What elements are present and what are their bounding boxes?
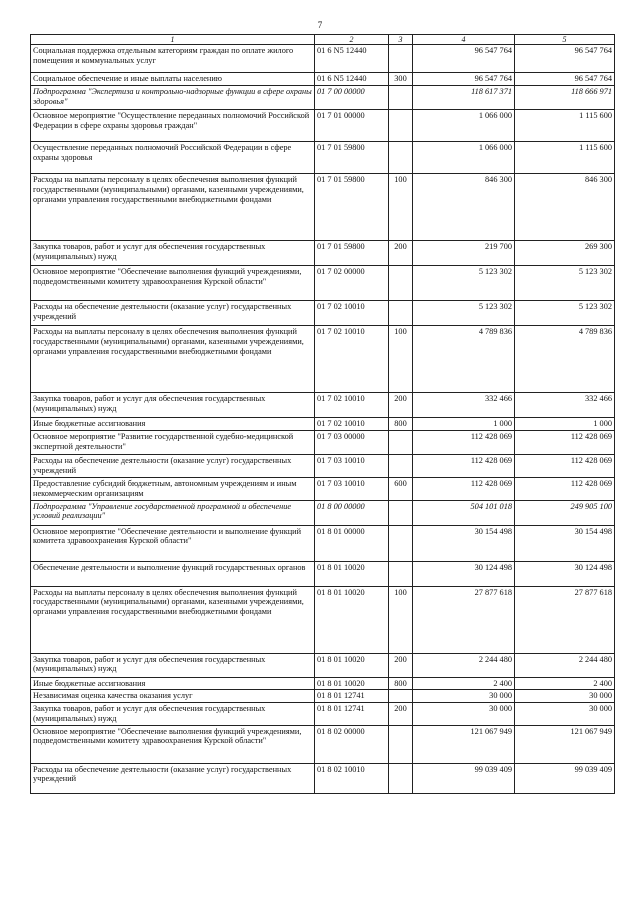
header-cell: 3 xyxy=(389,35,413,45)
row-value-2-cell: 121 067 949 xyxy=(515,725,615,763)
table-row xyxy=(31,45,615,73)
row-name-cell: Основное мероприятие "Обеспечение выполнения функций учреждениями, подведомственными комитету здравоохранения Курской области" xyxy=(31,725,315,763)
row-name-cell: Иные бюджетные ассигнования xyxy=(31,418,315,431)
row-type-cell: 100 xyxy=(389,174,413,241)
row-type-cell xyxy=(389,455,413,478)
row-name-cell: Основное мероприятие "Обеспечение деятельности и выполнение функций комитета здравоохранения Курской области" xyxy=(31,525,315,561)
header-cell: 5 xyxy=(515,35,615,45)
row-value-1-cell: 112 428 069 xyxy=(413,431,515,455)
row-value-2-cell: 249 905 100 xyxy=(515,500,615,525)
row-name-cell: Закупка товаров, работ и услуг для обеспечения государственных (муниципальных) нужд xyxy=(31,703,315,726)
table-row xyxy=(31,418,615,431)
row-value-1-cell: 121 067 949 xyxy=(413,725,515,763)
table-row xyxy=(31,301,615,326)
row-code-cell: 01 7 02 10010 xyxy=(315,326,389,393)
header-cell: 1 xyxy=(31,35,315,45)
row-code-cell: 01 7 03 10010 xyxy=(315,478,389,501)
row-value-2-cell: 2 244 480 xyxy=(515,653,615,677)
table-row xyxy=(31,393,615,418)
row-value-2-cell: 30 124 498 xyxy=(515,561,615,586)
row-value-2-cell: 112 428 069 xyxy=(515,431,615,455)
row-name-cell: Обеспечение деятельности и выполнение функций государственных органов xyxy=(31,561,315,586)
row-value-1-cell: 5 123 302 xyxy=(413,301,515,326)
row-value-1-cell: 219 700 xyxy=(413,241,515,266)
row-value-1-cell: 1 066 000 xyxy=(413,142,515,174)
row-value-2-cell: 1 115 600 xyxy=(515,142,615,174)
row-name-cell: Предоставление субсидий бюджетным, автономным учреждениям и иным некоммерческим организациям xyxy=(31,478,315,501)
table-row xyxy=(31,690,615,703)
row-code-cell: 01 7 03 00000 xyxy=(315,431,389,455)
row-name-cell: Социальная поддержка отдельным категориям граждан по оплате жилого помещения и коммунальных услуг xyxy=(31,45,315,73)
row-name-cell: Закупка товаров, работ и услуг для обеспечения государственных (муниципальных) нужд xyxy=(31,241,315,266)
row-value-2-cell: 112 428 069 xyxy=(515,478,615,501)
table-row xyxy=(31,73,615,86)
row-code-cell: 01 8 01 10020 xyxy=(315,586,389,653)
table-row xyxy=(31,586,615,653)
table-row xyxy=(31,455,615,478)
row-name-cell: Расходы на выплаты персоналу в целях обеспечения выполнения функций государственными (муниципальными) органами, казенными учреждениями, органами управления государственными внебюджетными фондами xyxy=(31,586,315,653)
row-value-1-cell: 332 466 xyxy=(413,393,515,418)
row-type-cell: 100 xyxy=(389,326,413,393)
row-type-cell xyxy=(389,500,413,525)
row-value-1-cell: 96 547 764 xyxy=(413,45,515,73)
row-value-1-cell: 27 877 618 xyxy=(413,586,515,653)
row-name-cell: Расходы на выплаты персоналу в целях обеспечения выполнения функций государственными (муниципальными) органами, казенными учреждениями, органами управления государственными внебюджетными фондами xyxy=(31,174,315,241)
header-cell: 2 xyxy=(315,35,389,45)
table-row xyxy=(31,174,615,241)
row-type-cell: 200 xyxy=(389,241,413,266)
row-name-cell: Закупка товаров, работ и услуг для обеспечения государственных (муниципальных) нужд xyxy=(31,653,315,677)
header-cell: 4 xyxy=(413,35,515,45)
row-name-cell: Осуществление переданных полномочий Российской Федерации в сфере охраны здоровья xyxy=(31,142,315,174)
row-type-cell xyxy=(389,525,413,561)
row-type-cell xyxy=(389,763,413,793)
row-code-cell: 01 6 N5 12440 xyxy=(315,73,389,86)
table-header-row xyxy=(31,35,615,45)
row-value-1-cell: 846 300 xyxy=(413,174,515,241)
row-code-cell: 01 7 01 00000 xyxy=(315,110,389,142)
row-type-cell: 200 xyxy=(389,703,413,726)
row-type-cell xyxy=(389,725,413,763)
row-value-2-cell: 4 789 836 xyxy=(515,326,615,393)
row-type-cell xyxy=(389,431,413,455)
row-type-cell xyxy=(389,561,413,586)
row-name-cell: Расходы на выплаты персоналу в целях обеспечения выполнения функций государственными (муниципальными) органами, казенными учреждениями, органами управления государственными внебюджетными фондами xyxy=(31,326,315,393)
row-code-cell: 01 6 N5 12440 xyxy=(315,45,389,73)
table-row xyxy=(31,326,615,393)
table-row xyxy=(31,86,615,110)
row-name-cell: Независимая оценка качества оказания услуг xyxy=(31,690,315,703)
row-type-cell xyxy=(389,266,413,301)
row-value-2-cell: 1 000 xyxy=(515,418,615,431)
row-value-1-cell: 30 000 xyxy=(413,690,515,703)
row-type-cell xyxy=(389,690,413,703)
row-value-1-cell: 1 066 000 xyxy=(413,110,515,142)
table-row xyxy=(31,142,615,174)
row-name-cell: Расходы на обеспечение деятельности (оказание услуг) государственных учреждений xyxy=(31,763,315,793)
table-row xyxy=(31,478,615,501)
row-value-1-cell: 5 123 302 xyxy=(413,266,515,301)
row-value-2-cell: 2 400 xyxy=(515,677,615,690)
table-row xyxy=(31,763,615,793)
table-row xyxy=(31,653,615,677)
row-value-2-cell: 30 000 xyxy=(515,690,615,703)
row-value-1-cell: 504 101 018 xyxy=(413,500,515,525)
row-value-2-cell: 1 115 600 xyxy=(515,110,615,142)
row-type-cell xyxy=(389,86,413,110)
row-value-2-cell: 112 428 069 xyxy=(515,455,615,478)
table-row xyxy=(31,703,615,726)
row-type-cell: 300 xyxy=(389,73,413,86)
row-type-cell xyxy=(389,110,413,142)
row-code-cell: 01 8 00 00000 xyxy=(315,500,389,525)
row-code-cell: 01 7 03 10010 xyxy=(315,455,389,478)
budget-table xyxy=(30,34,615,794)
row-type-cell xyxy=(389,45,413,73)
row-code-cell: 01 7 01 59800 xyxy=(315,142,389,174)
row-type-cell: 200 xyxy=(389,653,413,677)
row-code-cell: 01 7 02 10010 xyxy=(315,393,389,418)
row-value-2-cell: 5 123 302 xyxy=(515,266,615,301)
row-value-1-cell: 112 428 069 xyxy=(413,478,515,501)
table-row xyxy=(31,241,615,266)
table-row xyxy=(31,725,615,763)
row-code-cell: 01 8 02 00000 xyxy=(315,725,389,763)
row-type-cell xyxy=(389,142,413,174)
row-code-cell: 01 7 02 10010 xyxy=(315,418,389,431)
table-row xyxy=(31,431,615,455)
row-code-cell: 01 8 01 10020 xyxy=(315,653,389,677)
row-code-cell: 01 8 01 10020 xyxy=(315,561,389,586)
table-row xyxy=(31,500,615,525)
row-value-1-cell: 30 000 xyxy=(413,703,515,726)
table-row xyxy=(31,266,615,301)
row-type-cell: 200 xyxy=(389,393,413,418)
row-name-cell: Расходы на обеспечение деятельности (оказание услуг) государственных учреждений xyxy=(31,455,315,478)
row-code-cell: 01 8 01 12741 xyxy=(315,703,389,726)
row-value-2-cell: 96 547 764 xyxy=(515,73,615,86)
row-value-2-cell: 30 154 498 xyxy=(515,525,615,561)
row-value-2-cell: 118 666 971 xyxy=(515,86,615,110)
row-name-cell: Иные бюджетные ассигнования xyxy=(31,677,315,690)
table-row xyxy=(31,110,615,142)
page-number: 7 xyxy=(317,20,323,30)
row-name-cell: Основное мероприятие "Осуществление переданных полномочий Российской Федерации в сфере охраны здоровья граждан" xyxy=(31,110,315,142)
row-value-1-cell: 2 244 480 xyxy=(413,653,515,677)
row-value-2-cell: 30 000 xyxy=(515,703,615,726)
row-code-cell: 01 8 01 00000 xyxy=(315,525,389,561)
row-name-cell: Расходы на обеспечение деятельности (оказание услуг) государственных учреждений xyxy=(31,301,315,326)
row-type-cell: 600 xyxy=(389,478,413,501)
table-row xyxy=(31,677,615,690)
row-value-1-cell: 112 428 069 xyxy=(413,455,515,478)
row-name-cell: Подпрограмма "Управление государственной программой и обеспечение условий реализации" xyxy=(31,500,315,525)
row-code-cell: 01 7 02 00000 xyxy=(315,266,389,301)
row-value-2-cell: 332 466 xyxy=(515,393,615,418)
row-value-2-cell: 27 877 618 xyxy=(515,586,615,653)
row-type-cell: 800 xyxy=(389,418,413,431)
row-name-cell: Социальное обеспечение и иные выплаты населению xyxy=(31,73,315,86)
table-row xyxy=(31,561,615,586)
row-value-1-cell: 99 039 409 xyxy=(413,763,515,793)
row-value-2-cell: 846 300 xyxy=(515,174,615,241)
row-code-cell: 01 7 02 10010 xyxy=(315,301,389,326)
table-row xyxy=(31,525,615,561)
row-name-cell: Закупка товаров, работ и услуг для обеспечения государственных (муниципальных) нужд xyxy=(31,393,315,418)
row-code-cell: 01 8 01 10020 xyxy=(315,677,389,690)
row-value-2-cell: 99 039 409 xyxy=(515,763,615,793)
row-name-cell: Основное мероприятие "Обеспечение выполнения функций учреждениями, подведомственными комитету здравоохранения Курской области" xyxy=(31,266,315,301)
row-type-cell: 800 xyxy=(389,677,413,690)
row-name-cell: Подпрограмма "Экспертиза и контрольно-надзорные функции в сфере охраны здоровья" xyxy=(31,86,315,110)
row-value-2-cell: 96 547 764 xyxy=(515,45,615,73)
row-code-cell: 01 7 01 59800 xyxy=(315,241,389,266)
row-code-cell: 01 8 01 12741 xyxy=(315,690,389,703)
row-code-cell: 01 7 00 00000 xyxy=(315,86,389,110)
row-value-1-cell: 118 617 371 xyxy=(413,86,515,110)
row-value-1-cell: 96 547 764 xyxy=(413,73,515,86)
row-type-cell: 100 xyxy=(389,586,413,653)
row-type-cell xyxy=(389,301,413,326)
row-value-1-cell: 4 789 836 xyxy=(413,326,515,393)
row-value-1-cell: 30 124 498 xyxy=(413,561,515,586)
row-value-2-cell: 5 123 302 xyxy=(515,301,615,326)
row-value-2-cell: 269 300 xyxy=(515,241,615,266)
row-name-cell: Основное мероприятие "Развитие государственной судебно-медицинской экспертной деятельности" xyxy=(31,431,315,455)
row-code-cell: 01 8 02 10010 xyxy=(315,763,389,793)
row-code-cell: 01 7 01 59800 xyxy=(315,174,389,241)
row-value-1-cell: 1 000 xyxy=(413,418,515,431)
row-value-1-cell: 30 154 498 xyxy=(413,525,515,561)
row-value-1-cell: 2 400 xyxy=(413,677,515,690)
